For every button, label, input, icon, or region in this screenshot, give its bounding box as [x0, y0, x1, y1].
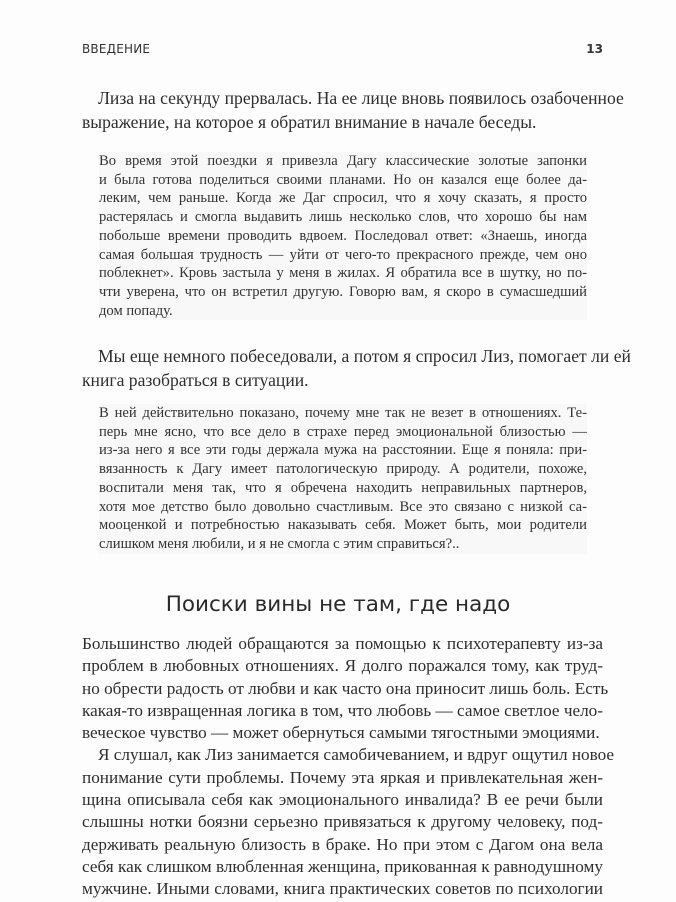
text-line: чти уверена, что он встретил другую. Говорю вам, я скоро в сумасшедший [99, 283, 587, 300]
text-line: проблем в любовных отношениях. Я долго поражался тому, как труд- [82, 656, 603, 676]
text-line: выражение, на которое я обратил внимание в начале беседы. [82, 112, 537, 132]
text-line: дом попаду. [99, 302, 173, 319]
text-line: мужчине. Иными словами, книга практических советов по психологии [82, 879, 603, 899]
paragraph-2 [82, 344, 631, 392]
text-line: себя как слишком влюбленная женщина, прикованная к равнодушному [82, 856, 603, 876]
text-line: леким, чем раньше. Когда же Даг спросил, что я хочу сказать, я просто [99, 190, 587, 207]
paragraph-3 [82, 633, 615, 901]
text-line: из-за него я все эти годы держала мужа на расстоянии. Еще я поняла: при- [99, 442, 587, 459]
text-line: поблекнет». Кровь застыла у меня в жилах. Я обратила все в шутку, но по- [99, 265, 587, 282]
section-heading: Поиски вины не там, где надо [165, 592, 511, 617]
text-line: Большинство людей обращаются за помощью к психотерапевту из-за [82, 634, 603, 653]
text-line: вязанность к Дагу имеет патологическую природу. А родители, похоже, [99, 461, 587, 478]
text-line: понимание сути проблемы. Почему эта яркая и привлекательная жен- [82, 767, 603, 787]
text-line: и была готова поделиться своими планами. Но он казался еще более да- [99, 171, 587, 188]
text-line: щина описывала себя как эмоционального инвалида? В ее речи были [82, 790, 603, 810]
text-line: какая-то извращенная логика в том, что любовь — самое светлое чело- [82, 700, 603, 720]
text-line: растерялась и смогла выдавить лишь несколько слов, что хорошо бы нам [99, 209, 587, 226]
text-line: самая большая трудность — уйти от чего-то прекрасного прежде, чем оно [99, 246, 587, 263]
text-line: хотя мое детство было довольно счастливым. Все это связано с низкой са- [99, 498, 587, 515]
text-line: побольше времени проводить вдвоем. Последовал ответ: «Знаешь, иногда [99, 227, 587, 244]
text-line: перь мне ясно, что все дело в страхе перед эмоциональной близостью — [99, 423, 587, 440]
page-number: 13 [586, 42, 603, 56]
paragraph-1 [82, 86, 624, 134]
text-line: воспитали меня так, что я обречена находить неправильных партнеров, [99, 479, 587, 496]
text-line: слишком меня любили, и я не смогла с этим справиться?.. [99, 535, 460, 552]
quote-block-1 [99, 152, 587, 320]
text-line: но обрести радость от любви и как часто она приносит лишь боль. Есть [82, 678, 609, 698]
quote-block-2 [99, 404, 587, 554]
text-line: книга разобраться в ситуации. [82, 370, 309, 390]
text-line: Мы еще немного побеседовали, а потом я спросил Лиз, помогает ли ей [98, 346, 631, 366]
running-header-section: ВВЕДЕНИЕ [82, 42, 151, 56]
text-line: держивать реальную близость в браке. Но при этом с Дагом она вела [82, 834, 603, 854]
text-line: слышны нотки боязни серьезно привязаться к другому человеку, под- [82, 812, 603, 832]
text-line: Я слушал, как Лиз занимается самобичеванием, и вдруг ощутил новое [98, 745, 615, 765]
text-line: Лиза на секунду прервалась. На ее лице вновь появилось озабоченное [98, 88, 624, 108]
text-line: мооценкой и потребностью наказывать себя. Может быть, мои родители [99, 517, 587, 534]
text-line: В ней действительно показано, почему мне так не везет в отношениях. Те- [99, 405, 587, 421]
text-line: Во время этой поездки я привезла Дагу классические золотые запонки [99, 153, 587, 169]
text-line: веческое чувство — может обернуться самыми тягостными эмоциями. [82, 723, 600, 743]
